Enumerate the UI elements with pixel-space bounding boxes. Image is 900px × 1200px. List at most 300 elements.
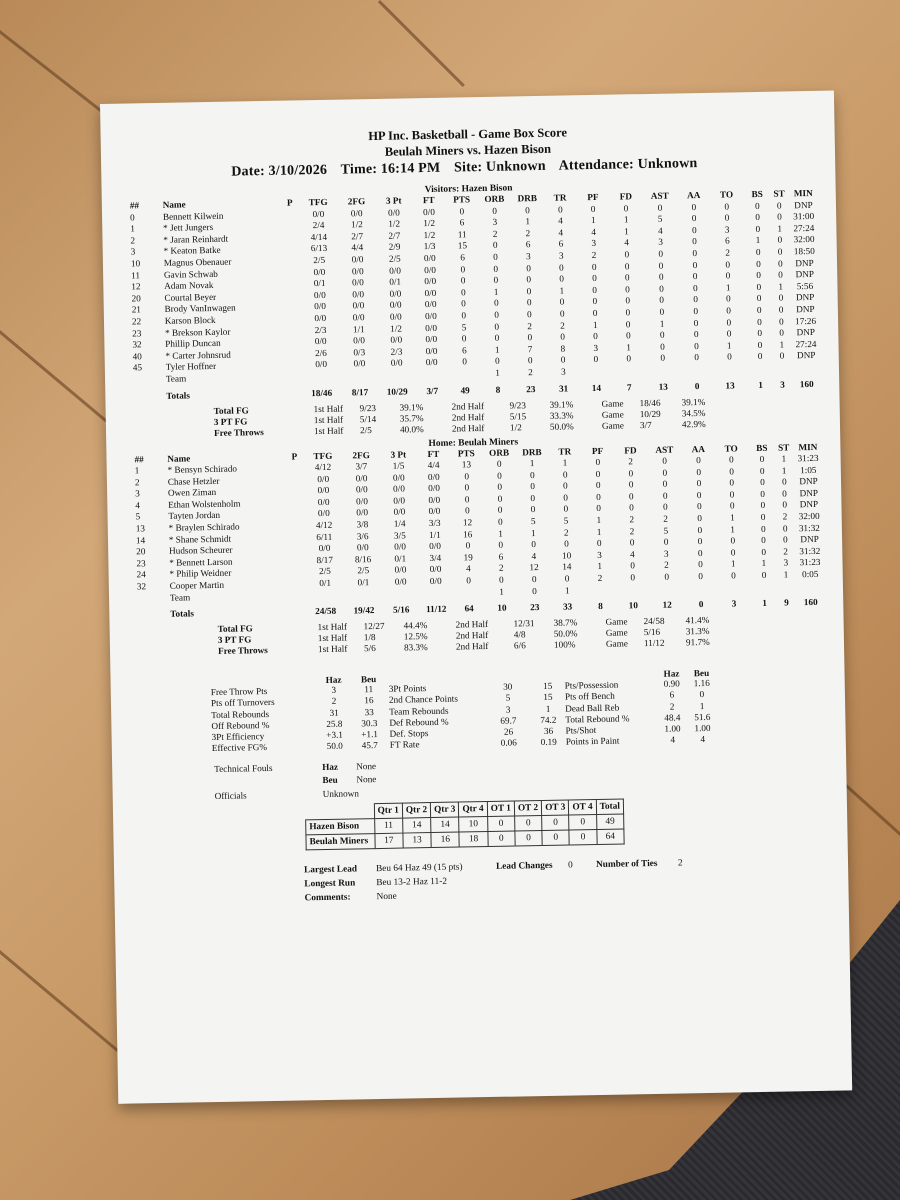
totals-cell: 5/16 [392, 604, 410, 616]
stat-cell: 3/3 [428, 517, 441, 529]
stat-cell: 1 [624, 226, 629, 237]
stat-cell: 6 [558, 238, 564, 249]
stat-cell: 1/2 [390, 323, 403, 334]
misc-stat-value: 36 [543, 725, 554, 737]
quarter-score: 0 [542, 830, 570, 845]
lead-changes-value: 0 [567, 860, 573, 871]
stat-cell: 0/1 [319, 577, 332, 589]
jersey-number: 4 [135, 500, 141, 511]
stat-cell: 0 [526, 297, 532, 308]
stat-cell [746, 363, 775, 375]
column-header: ## [134, 453, 144, 464]
misc-stat-value: 51.6 [694, 711, 711, 723]
stat-cell: 0 [757, 351, 763, 362]
stat-cell: 8/16 [354, 553, 372, 565]
home-section [106, 431, 844, 659]
stat-cell: 0/0 [393, 495, 406, 506]
stat-cell: 31:23 [799, 557, 821, 568]
stat-cell: 0/0 [351, 265, 364, 276]
stat-cell: 2 [527, 320, 533, 331]
stat-cell: 3 [724, 224, 730, 235]
stat-cell: 0/0 [351, 254, 364, 265]
stat-cell: 0/0 [355, 472, 368, 484]
totals-cell: 23 [530, 602, 540, 613]
misc-stat-value: 16 [364, 695, 374, 706]
stat-cell: 0/0 [313, 289, 326, 300]
stat-cell: 0 [496, 458, 502, 469]
jersey-number: 0 [129, 211, 135, 223]
stat-cell: 0 [697, 524, 703, 535]
misc-stat-label: Pts/Possession [564, 679, 619, 691]
stat-cell: 0 [560, 331, 566, 342]
stat-cell: 0 [628, 467, 634, 479]
stat-cell: 3/5 [393, 530, 406, 541]
stat-cell: 0 [459, 205, 465, 217]
stat-cell [341, 370, 378, 382]
fg-summary-cell: 24/58 [643, 615, 665, 627]
stat-cell: 0 [696, 489, 702, 501]
stat-cell: 0 [757, 316, 762, 327]
player-name: * Shane Schmidt [168, 533, 232, 545]
fg-summary-cell: 39.1% [399, 401, 424, 413]
totals-cell: 1 [762, 598, 768, 609]
quarter-header: OT 1 [487, 801, 515, 816]
fg-summary-cell: Game [605, 616, 628, 628]
stat-cell: 0 [497, 516, 503, 527]
stat-cell: 2 [591, 249, 597, 260]
fg-summary-cell: 100% [553, 639, 576, 650]
stat-cell: 0 [499, 574, 504, 585]
stat-cell: 0/0 [317, 496, 330, 507]
fg-summary-cell: 3/7 [639, 419, 652, 430]
visitors-section [102, 178, 840, 441]
box-score-sheet [100, 91, 852, 1104]
quarter-score: 49 [596, 814, 624, 829]
misc-stat-label: Def Rebound % [389, 716, 449, 728]
column-header: PF [591, 445, 604, 456]
stat-cell: 5 [563, 515, 569, 526]
misc-stat-label: Team Rebounds [389, 705, 449, 717]
stat-cell: 0 [461, 298, 466, 309]
stat-cell: 0 [755, 212, 760, 223]
column-header: FT [422, 194, 435, 206]
stat-cell: 0/0 [424, 310, 437, 322]
quarter-header: OT 2 [514, 801, 542, 816]
stat-cell: 5:56 [796, 280, 814, 292]
stat-cell: 1 [596, 514, 602, 526]
misc-stat-value: 2 [331, 696, 337, 707]
misc-stat-label: Free Throw Pts [210, 686, 268, 698]
column-header: ST [773, 188, 785, 199]
stat-cell: 0 [531, 539, 537, 550]
stat-cell: 0 [492, 240, 498, 251]
jersey-number: 14 [135, 534, 146, 546]
stat-cell: 0/0 [393, 483, 405, 494]
ties-label: Number of Ties [595, 858, 658, 871]
stat-cell: 4/12 [314, 461, 332, 473]
misc-team-header: Beu [360, 674, 377, 685]
stat-cell: 2 [663, 513, 669, 524]
stat-cell [794, 580, 827, 592]
misc-stat-value: 15 [543, 692, 553, 703]
stat-cell: 0 [777, 234, 783, 245]
player-name: Hudson Scheurer [168, 544, 233, 557]
player-name: Ethan Wolstenholm [168, 498, 241, 510]
stat-cell: 4 [657, 225, 663, 236]
totals-cell: 160 [803, 597, 818, 608]
stat-cell: 0 [530, 504, 536, 515]
floor-board-seam [378, 0, 465, 87]
stat-cell: DNP [800, 534, 819, 545]
stat-cell: 0 [777, 258, 783, 269]
player-name: Tayten Jordan [168, 510, 221, 522]
stat-cell: 3/8 [356, 519, 369, 530]
misc-stat-value: 2 [669, 701, 675, 712]
stat-cell: 0/0 [350, 207, 363, 219]
stat-cell: 1/2 [388, 218, 401, 229]
stat-cell: 0 [728, 454, 734, 465]
stat-cell: 0/0 [352, 277, 364, 288]
jersey-number: 45 [132, 362, 143, 373]
stat-cell: 0 [460, 263, 466, 274]
quarter-score: 0 [515, 831, 543, 846]
misc-stat-value: 33 [364, 706, 374, 717]
stat-cell [284, 360, 302, 372]
fg-summary-cell: 40.0% [399, 423, 424, 435]
player-name: * Bennett Larson [169, 556, 233, 568]
stat-cell: 0 [730, 535, 736, 546]
quarter-scores-table [305, 799, 625, 851]
stat-cell: 1 [495, 367, 501, 378]
stat-cell: 4/12 [315, 519, 333, 531]
stat-cell: 1 [781, 465, 787, 476]
stat-cell: 0 [693, 294, 698, 305]
stat-cell: 0 [760, 523, 766, 534]
stat-cell: 0 [726, 317, 732, 328]
stat-cell: 8 [560, 343, 566, 354]
stat-cell: 0/0 [389, 288, 402, 299]
stat-cell: 3 [560, 366, 566, 377]
header-site: Site: Unknown [453, 158, 546, 176]
fg-summary-cell: 12/27 [363, 621, 385, 632]
officials-value: Unknown [322, 787, 360, 799]
misc-stat-label: Points in Paint [565, 736, 620, 748]
column-header: 3 Pt [390, 448, 407, 460]
stat-cell: 0 [660, 353, 666, 364]
stat-cell: 32:00 [798, 510, 820, 522]
stat-cell: 0/0 [424, 287, 437, 298]
jersey-number: 10 [130, 258, 141, 269]
stat-cell: 1 [730, 512, 735, 523]
stat-cell: 0/0 [394, 541, 407, 552]
fg-summary-cell: Game [601, 397, 624, 409]
stat-cell: 6 [460, 252, 466, 263]
misc-stat-value: 1 [699, 700, 705, 711]
stat-cell: 0/0 [389, 265, 401, 276]
jersey-number: 21 [131, 304, 142, 315]
totals-cell [133, 385, 166, 404]
stat-cell: 2 [528, 367, 533, 378]
stat-cell [283, 313, 301, 325]
stat-cell: 0 [629, 502, 634, 513]
stat-cell: 0/0 [352, 300, 365, 311]
misc-stat-value: 50.0 [326, 741, 343, 752]
column-header: FT [427, 448, 440, 459]
stat-cell: 0/0 [392, 472, 405, 483]
stat-cell: 0 [779, 316, 784, 327]
stat-cell: 0 [663, 502, 668, 513]
stat-cell: 0/0 [390, 334, 403, 345]
stat-cell: 0 [726, 305, 732, 316]
stat-cell [282, 255, 300, 267]
totals-cell: 24/58 [315, 606, 337, 617]
stat-cell: 7 [527, 343, 533, 354]
column-header: ST [777, 441, 790, 453]
stat-cell: 0 [527, 332, 533, 343]
column-header: DRB [517, 193, 538, 204]
stat-cell: 0 [657, 202, 663, 213]
column-header: BS [751, 188, 763, 200]
stat-cell: 0 [778, 269, 783, 280]
stat-cell: 2 [492, 228, 498, 239]
stat-cell: 0 [559, 273, 564, 284]
totals-cell: 13 [658, 381, 668, 392]
fg-summary-cell: 34.5% [681, 407, 706, 418]
stat-cell: 0/0 [428, 483, 441, 494]
stat-cell: 0 [729, 489, 735, 500]
player-name: Karson Block [164, 314, 216, 326]
column-header: PTS [457, 447, 475, 459]
totals-label: Totals [166, 390, 190, 401]
stat-cell: 2 [782, 511, 788, 522]
column-header: ## [129, 200, 140, 211]
stat-cell: 0 [596, 491, 601, 502]
stat-cell: 0 [493, 251, 498, 262]
misc-stat-label: Pts off Turnovers [210, 697, 275, 709]
stat-cell: 2 [597, 572, 603, 583]
stat-cell [415, 369, 448, 381]
stat-cell [612, 365, 645, 377]
player-name: Owen Ziman [167, 487, 217, 499]
quarter-score: 14 [403, 818, 432, 834]
stat-cell: 0 [760, 500, 766, 511]
stat-cell: 0 [626, 353, 632, 364]
stat-cell: 0 [760, 511, 766, 523]
stat-cell: 3 [658, 237, 663, 248]
technical-haz-value: None [356, 761, 377, 772]
totals-cell: 10/29 [386, 386, 408, 397]
stat-cell: 0 [691, 201, 697, 212]
misc-header-spacer [530, 671, 564, 682]
fg-summary-cell: 1st Half [317, 621, 348, 633]
stat-cell: 0 [625, 284, 630, 295]
stat-cell: 0 [464, 505, 470, 516]
jersey-number: 3 [135, 488, 140, 499]
stat-cell: 0 [782, 523, 788, 534]
fg-summary-cell: 39.1% [549, 398, 574, 410]
column-header: 2FG [347, 196, 366, 207]
totals-cell [288, 602, 306, 620]
totals-cell: 8 [495, 384, 501, 395]
stat-cell: 0 [532, 585, 537, 596]
stat-cell: 2/3 [390, 346, 403, 357]
stat-cell: 2 [629, 525, 635, 537]
misc-stat-value: 15 [543, 680, 553, 691]
fg-summary-cell: 39.1% [681, 396, 706, 407]
comments-label: Comments: [304, 892, 351, 904]
stat-cell: 1 [779, 339, 785, 350]
column-header: Name [162, 199, 186, 210]
fg-summary-cell: 12/31 [513, 618, 535, 629]
stat-cell: 0 [698, 559, 703, 570]
stat-cell: 0/0 [425, 333, 438, 345]
stat-cell [283, 336, 301, 348]
stat-cell: 0/0 [353, 335, 366, 346]
stat-cell: 2/7 [351, 230, 364, 242]
misc-stat-value: 4 [700, 734, 706, 745]
stat-cell: 0 [625, 307, 631, 318]
totals-cell: 19/42 [353, 605, 375, 616]
fg-summary-cell: 1st Half [317, 632, 348, 644]
stat-cell: 2 [783, 546, 788, 557]
stat-cell: 0 [725, 270, 731, 281]
stat-cell: 0 [630, 572, 636, 583]
stat-cell: 3 [663, 548, 669, 559]
misc-stat-value: 3 [505, 704, 511, 715]
stat-cell: 0 [756, 270, 762, 281]
stat-cell: 1 [498, 528, 503, 539]
stat-cell: 0 [593, 354, 599, 365]
stat-cell: 4/14 [310, 231, 328, 242]
stat-cell: 0 [698, 571, 704, 582]
stat-cell: 4/4 [351, 242, 364, 253]
stat-cell: 0 [761, 546, 767, 557]
stat-cell: 0 [760, 477, 765, 488]
stat-cell: 1 [726, 340, 732, 351]
stat-cell: 0 [693, 306, 699, 317]
stat-cell: 0 [730, 547, 736, 558]
stat-cell [302, 371, 342, 383]
stat-cell: 0 [529, 469, 535, 480]
misc-stat-label: 3Pt Efficiency [211, 731, 265, 743]
misc-stat-value: 0.19 [540, 737, 557, 748]
jersey-number: 32 [136, 581, 147, 592]
stat-cell: 0 [756, 281, 762, 292]
officials-label: Officials [214, 790, 247, 801]
stat-cell: 0/0 [317, 473, 330, 484]
stat-cell: 0 [494, 332, 500, 343]
stat-cell: 0 [757, 328, 763, 339]
quarter-header-blank [305, 804, 374, 820]
column-header: FD [624, 444, 637, 455]
stat-cell: 0 [692, 271, 698, 282]
stat-cell: 3/7 [355, 461, 368, 472]
stat-cell: 0 [564, 573, 570, 584]
lead-changes-label: Lead Changes [495, 860, 553, 872]
stat-cell: 0 [776, 200, 782, 211]
misc-stat-label: Effective FG% [211, 742, 268, 754]
stat-cell: 1 [564, 585, 570, 596]
stat-cell: 0 [557, 204, 563, 215]
quarter-score: 0 [487, 816, 515, 831]
stat-cell [288, 567, 306, 579]
stat-cell: 1 [525, 216, 531, 227]
totals-cell: 64 [464, 603, 474, 614]
stat-cell: 0 [525, 204, 530, 215]
stat-cell: 27:24 [793, 222, 815, 234]
stat-cell: 31:32 [799, 545, 821, 557]
stat-cell: 3 [783, 557, 789, 568]
stat-cell: 0/0 [394, 564, 407, 576]
stat-cell: 0 [494, 309, 499, 320]
stat-cell [286, 462, 304, 474]
stat-cell: 1 [623, 214, 629, 225]
stat-cell [452, 587, 485, 599]
stat-cell: 1 [592, 319, 598, 330]
stat-cell: 0 [662, 478, 668, 490]
stat-cell: 0 [563, 480, 568, 491]
stat-cell: 0 [755, 223, 761, 234]
stat-cell: 2/5 [318, 566, 331, 577]
stat-cell: 0 [659, 295, 665, 306]
column-header: TFG [308, 196, 328, 208]
quarter-score: 0 [488, 831, 516, 846]
stat-cell: 0/0 [312, 208, 325, 219]
totals-cell: 18/46 [311, 387, 333, 398]
stat-cell: 0 [692, 282, 698, 293]
jersey-number: 5 [135, 511, 141, 522]
stat-cell: 3 [558, 250, 564, 261]
column-header: FD [619, 191, 633, 202]
stat-cell: 1/2 [350, 219, 363, 230]
stat-cell: 0 [623, 202, 629, 214]
stat-cell: 2 [629, 514, 635, 525]
stat-cell: 1 [626, 342, 631, 353]
fg-summary-cell: 2nd Half [455, 630, 489, 641]
stat-cell: 0 [592, 296, 598, 307]
fg-summary-cell: 6/6 [513, 640, 526, 651]
header-matchup: Beulah Miners vs. Hazen Bison [384, 141, 552, 159]
stat-cell: 0 [692, 259, 698, 270]
column-header: TO [724, 442, 738, 454]
stat-cell: 0/0 [428, 506, 441, 517]
column-header: AA [691, 443, 706, 454]
fg-summary-cell: 44.4% [403, 620, 428, 631]
stat-cell: 0/0 [393, 506, 406, 518]
misc-stat-value: 31 [329, 707, 339, 718]
quarter-score: 14 [431, 817, 460, 833]
stat-cell: 0 [777, 211, 782, 222]
stat-cell: DNP [796, 303, 815, 315]
misc-stat-value: 0.90 [663, 678, 680, 689]
stat-cell [283, 302, 301, 314]
longest-run-value: Beu 13-2 Haz 11-2 [376, 876, 448, 889]
header-title: HP Inc. Basketball - Game Box Score [368, 125, 568, 144]
fg-summary-label: 3 PT FG [213, 415, 248, 427]
stat-cell [448, 368, 481, 380]
column-header: 2FG [352, 449, 370, 460]
stat-cell: 1 [597, 561, 603, 572]
stat-cell: 0 [563, 492, 569, 503]
stat-cell: 5 [461, 321, 467, 332]
quarter-team-name: Hazen Bison [306, 819, 375, 835]
stat-cell: 1 [783, 569, 789, 580]
jersey-number: 22 [131, 316, 142, 327]
fg-summary-cell: 2/5 [359, 424, 372, 435]
stat-cell: 0 [629, 537, 635, 548]
column-header: P [291, 450, 298, 462]
stat-cell: 0 [658, 271, 664, 282]
